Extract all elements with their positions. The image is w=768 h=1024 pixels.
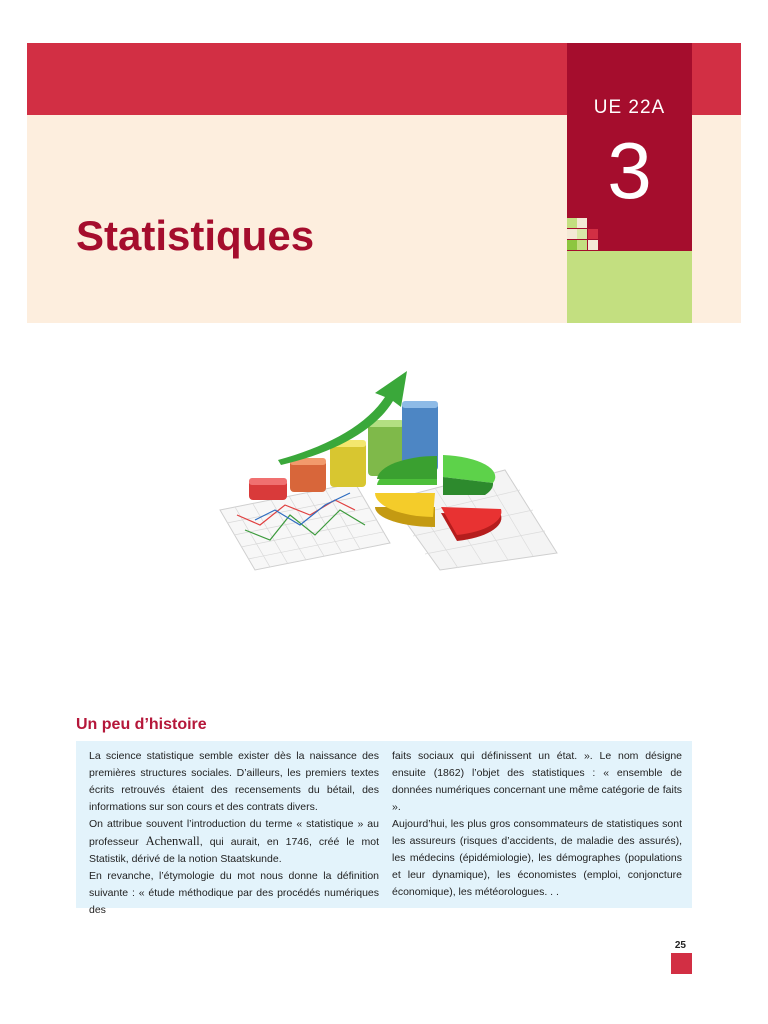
achenwall-name: Achenwall [145,834,200,848]
unit-label: UE 22A [593,97,666,118]
history-paragraph: faits sociaux qui définissent un état. ». Le nom désigne ensuite (1862) l’objet des statistiques : « ensemble de données numériques concernant une même catégorie de faits ». [392,750,682,813]
chapter-number: 3 [607,126,652,215]
history-box [76,741,692,916]
history-paragraph: Aujourd’hui, les plus gros consommateurs de statistiques sont les assureurs (risques d’accidents, de maladie des assurés), les médecins (épidémiologie), les démographes (populations et leur dynamique), les économistes (emploi, conjoncture économique), les météorologues. . . [392,818,682,898]
history-paragraph: On attribue souvent l’introduction du terme « statistique » au professeur Achenwall, qui aurait, en 1746, créé le mot Statistik, dérivé de la notion Staatskunde. [89,818,379,865]
history-paragraph: La science statistique semble exister dès la naissance des premières structures sociales. D’ailleurs, les premiers textes écrits retrouvés étaient des recensements du bétail, des informations sur son cours et des contrats divers. [89,750,379,813]
page-marker [671,953,692,974]
statistics-3d-charts-icon [215,365,560,580]
unit-green-box [567,251,692,323]
history-left-column [89,748,379,919]
page-number: 25 [674,940,686,951]
history-paragraph: En revanche, l’étymologie du mot nous donne la définition suivante : « étude méthodique par des procédés numériques des [89,870,379,916]
history-right-column [392,748,682,901]
chapter-title: Statistiques [76,212,315,259]
history-heading: Un peu d’histoire [76,716,207,733]
